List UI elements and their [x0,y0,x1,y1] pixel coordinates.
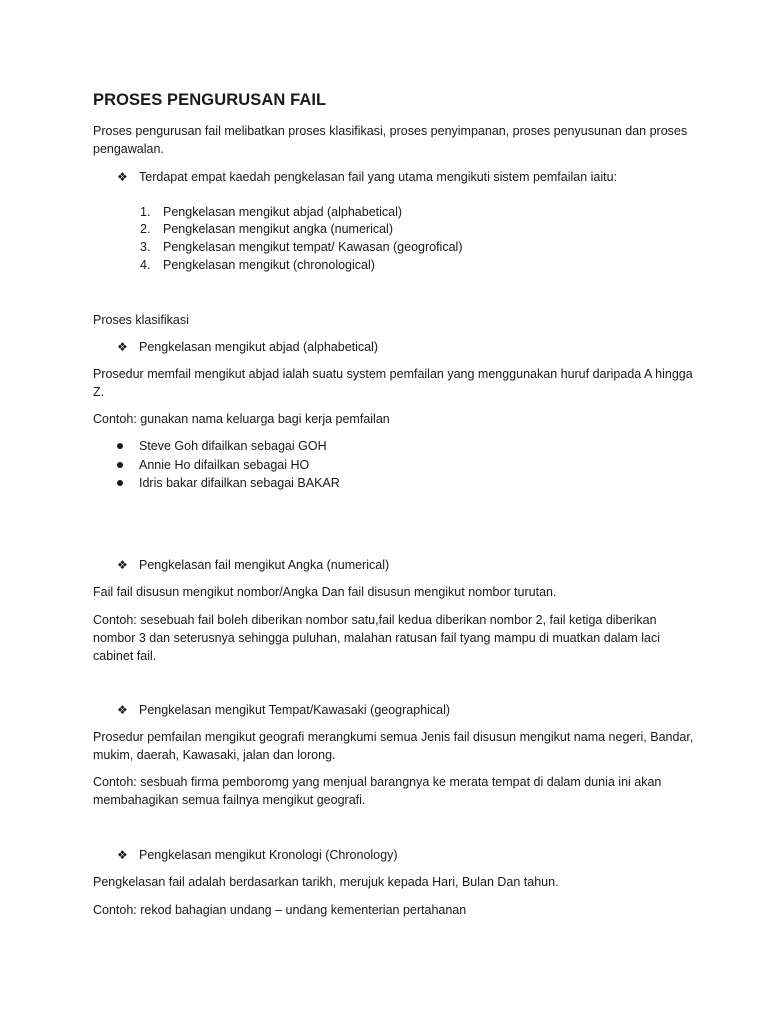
list-item-text: Pengkelasan mengikut angka (numerical) [163,222,393,236]
list-item [140,220,393,238]
klasifikasi-label: Proses klasifikasi [93,313,189,327]
list-item-text: Pengkelasan mengikut tempat/ Kawasan (geogrofical) [163,240,463,254]
list-number: 2. [140,222,151,236]
diamond-bullet-icon: ❖ [117,558,128,572]
abjad-heading: Pengkelasan mengikut abjad (alphabetical) [139,340,379,354]
list-item [117,456,309,474]
list-item-text: Steve Goh difailkan sebagai GOH [139,439,327,453]
angka-heading: Pengkelasan fail mengikut Angka (numerical) [139,558,390,572]
intro-paragraph: Proses pengurusan fail melibatkan proses klasifikasi, proses penyimpanan, proses penyusunan dan proses pengawalan. [93,124,688,156]
list-item-text: Annie Ho difailkan sebagai HO [139,458,310,472]
abjad-example: Contoh: gunakan nama keluarga bagi kerja pemfailan [93,412,390,426]
list-number: 1. [140,205,151,219]
list-item-text: Pengkelasan mengikut abjad (alphabetical) [163,205,403,219]
list-item [140,203,402,221]
kronologi-example: Contoh: rekod bahagian undang – undang kementerian pertahanan [93,903,467,917]
list-item [140,256,375,274]
round-bullet-icon [117,462,123,468]
diamond-bullet-icon: ❖ [117,340,128,354]
methods-heading: Terdapat empat kaedah pengkelasan fail yang utama mengikuti sistem pemfailan iaitu: [139,170,618,184]
list-item-text: Idris bakar difailkan sebagai BAKAR [139,476,340,490]
diamond-bullet-icon: ❖ [117,170,128,184]
kronologi-description: Pengkelasan fail adalah berdasarkan tarikh, merujuk kepada Hari, Bulan Dan tahun. [93,875,559,889]
list-item [117,437,327,455]
round-bullet-icon [117,480,123,486]
angka-example: Contoh: sesebuah fail boleh diberikan nombor satu,fail kedua diberikan nombor 2, fail ketiga diberikan nombor 3 dan seterusnya sehingga puluhan, malahan ratusan fail tyang mampu di muatkan dalam laci cabinet fail. [93,613,661,663]
list-item-text: Pengkelasan mengikut (chronological) [163,258,375,272]
tempat-heading: Pengkelasan mengikut Tempat/Kawasaki (geographical) [139,703,451,717]
document-title: PROSES PENGURUSAN FAIL [93,91,327,109]
abjad-description: Prosedur memfail mengikut abjad ialah suatu system pemfailan yang menggunakan huruf daripada A hingga Z. [93,367,693,399]
kronologi-heading: Pengkelasan mengikut Kronologi (Chronology) [139,848,398,862]
list-number: 3. [140,240,151,254]
angka-description: Fail fail disusun mengikut nombor/Angka Dan fail disusun mengikut nombor turutan. [93,585,557,599]
tempat-description: Prosedur pemfailan mengikut geografi merangkumi semua Jenis fail disusun mengikut nama negeri, Bandar, mukim, daerah, Kawasaki, jalan dan lorong. [93,730,694,762]
list-item [117,474,340,492]
diamond-bullet-icon: ❖ [117,848,128,862]
round-bullet-icon [117,443,123,449]
diamond-bullet-icon: ❖ [117,703,128,717]
list-item [140,238,462,256]
list-number: 4. [140,258,151,272]
tempat-example: Contoh: sesbuah firma pemboromg yang menjual barangnya ke merata tempat di dalam dunia ini akan membahagikan semua failnya mengikut geografi. [93,775,662,807]
